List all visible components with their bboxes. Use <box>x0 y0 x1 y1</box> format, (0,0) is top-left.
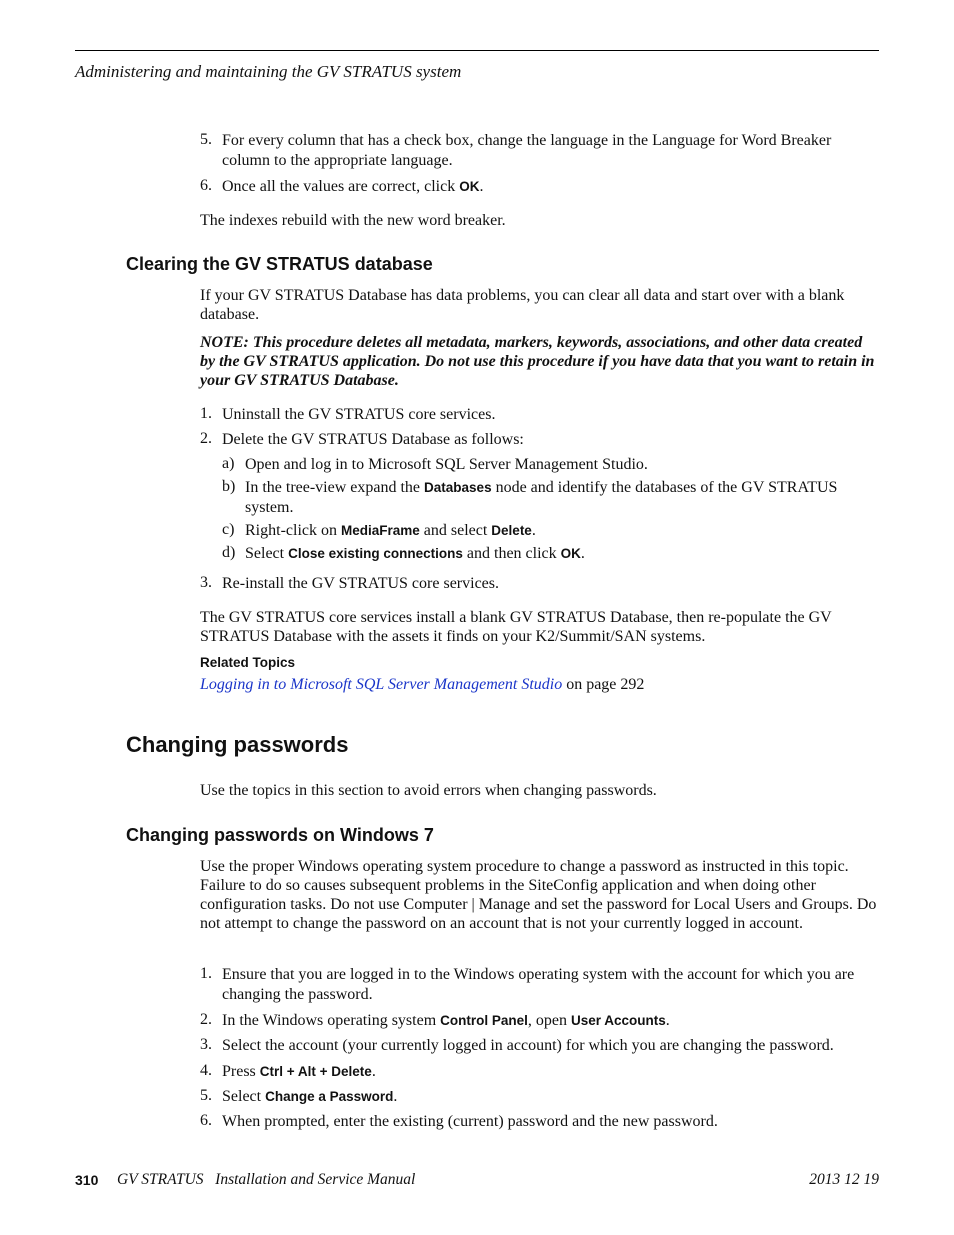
substep-letter: a) <box>222 455 235 472</box>
result-text: The GV STRATUS core services install a blank GV STRATUS Database, then re-populate the GV STRATUS Database with the assets it finds on your K2/Summit/SAN systems. <box>200 609 832 645</box>
ui-term-user-accounts: User Accounts <box>571 1013 666 1028</box>
ui-term-ok: OK <box>459 179 480 194</box>
related-topic-link[interactable]: Logging in to Microsoft SQL Server Management Studio <box>200 676 563 693</box>
ui-term-control-panel: Control Panel <box>440 1013 528 1028</box>
ui-term-change-password: Change a Password <box>265 1089 394 1104</box>
ui-term-databases: Databases <box>424 480 492 495</box>
step-text: For every column that has a check box, change the language in the Language for Word Breaker column to the appropriate language. <box>222 132 832 169</box>
step-number: 6. <box>200 1112 212 1129</box>
substep-letter: d) <box>222 544 236 561</box>
warning-note: NOTE: This procedure deletes all metadata, markers, keywords, associations, and other data created by the GV STRATUS application. Do not use this procedure if you have data that you want to retain in your GV STRATUS Database. <box>200 334 875 389</box>
step-number: 3. <box>200 1036 212 1053</box>
substep-letter: b) <box>222 478 236 495</box>
step-text: Delete the GV STRATUS Database as follows: <box>222 431 524 448</box>
related-topic-entry: Logging in to Microsoft SQL Server Management Studio on page 292 <box>200 676 645 693</box>
section-heading-clearing: Clearing the GV STRATUS database <box>126 254 433 274</box>
step-text: Ensure that you are logged in to the Windows operating system with the account for which you are changing the password. <box>222 966 855 1003</box>
section-paragraph: Use the proper Windows operating system procedure to change a password as instructed in this topic. Failure to do so causes subsequent problems in the SiteConfig application and when doing other configuration tasks. Do not use Computer | Manage and set the password for Local Users and Groups. Do not attempt to change the password on an account that is not your currently logged in account. <box>200 858 877 932</box>
step-text: Uninstall the GV STRATUS core services. <box>222 406 496 423</box>
step-text: Once all the values are correct, click OK. <box>222 178 484 195</box>
ui-term-ok: OK <box>560 546 581 561</box>
section-paragraph: Use the topics in this section to avoid errors when changing passwords. <box>200 782 657 799</box>
header-rule <box>75 50 879 51</box>
substep-text: Open and log in to Microsoft SQL Server Management Studio. <box>245 456 648 473</box>
step-text: Re-install the GV STRATUS core services. <box>222 575 499 592</box>
step-number: 4. <box>200 1062 212 1079</box>
ui-term-close-connections: Close existing connections <box>288 546 463 561</box>
step-number: 5. <box>200 131 212 148</box>
footer-date: 2013 12 19 <box>809 1171 879 1188</box>
section-paragraph: If your GV STRATUS Database has data problems, you can clear all data and start over with a blank database. <box>200 287 845 323</box>
ui-term-ctrl-alt-delete: Ctrl + Alt + Delete <box>259 1064 372 1079</box>
step-number: 3. <box>200 574 212 591</box>
substep-text: Right-click on MediaFrame and select Delete. <box>245 522 536 539</box>
result-text: The indexes rebuild with the new word breaker. <box>200 212 506 229</box>
step-text: When prompted, enter the existing (current) password and the new password. <box>222 1113 718 1130</box>
step-text: In the Windows operating system Control Panel, open User Accounts. <box>222 1012 670 1029</box>
page-number: 310 <box>75 1172 99 1188</box>
footer-manual-title: GV STRATUS Installation and Service Manual <box>117 1171 416 1188</box>
substep-text: In the tree-view expand the Databases node and identify the databases of the GV STRATUS system. <box>245 479 838 516</box>
step-number: 5. <box>200 1087 212 1104</box>
section-heading-windows7: Changing passwords on Windows 7 <box>126 825 434 845</box>
section-heading-changing-passwords: Changing passwords <box>126 732 349 757</box>
step-number: 2. <box>200 430 212 447</box>
step-number: 6. <box>200 177 212 194</box>
related-topics-label: Related Topics <box>200 655 296 670</box>
step-number: 2. <box>200 1011 212 1028</box>
step-number: 1. <box>200 965 212 982</box>
ui-term-delete: Delete <box>491 523 532 538</box>
step-text: Select Change a Password. <box>222 1088 398 1105</box>
substep-text: Select Close existing connections and then click OK. <box>245 545 585 562</box>
step-text: Select the account (your currently logged in account) for which you are changing the password. <box>222 1037 834 1054</box>
substep-letter: c) <box>222 521 235 538</box>
running-header: Administering and maintaining the GV STRATUS system <box>75 62 462 81</box>
step-number: 1. <box>200 405 212 422</box>
step-text: Press Ctrl + Alt + Delete. <box>222 1063 376 1080</box>
ui-term-mediaframe: MediaFrame <box>340 523 420 538</box>
